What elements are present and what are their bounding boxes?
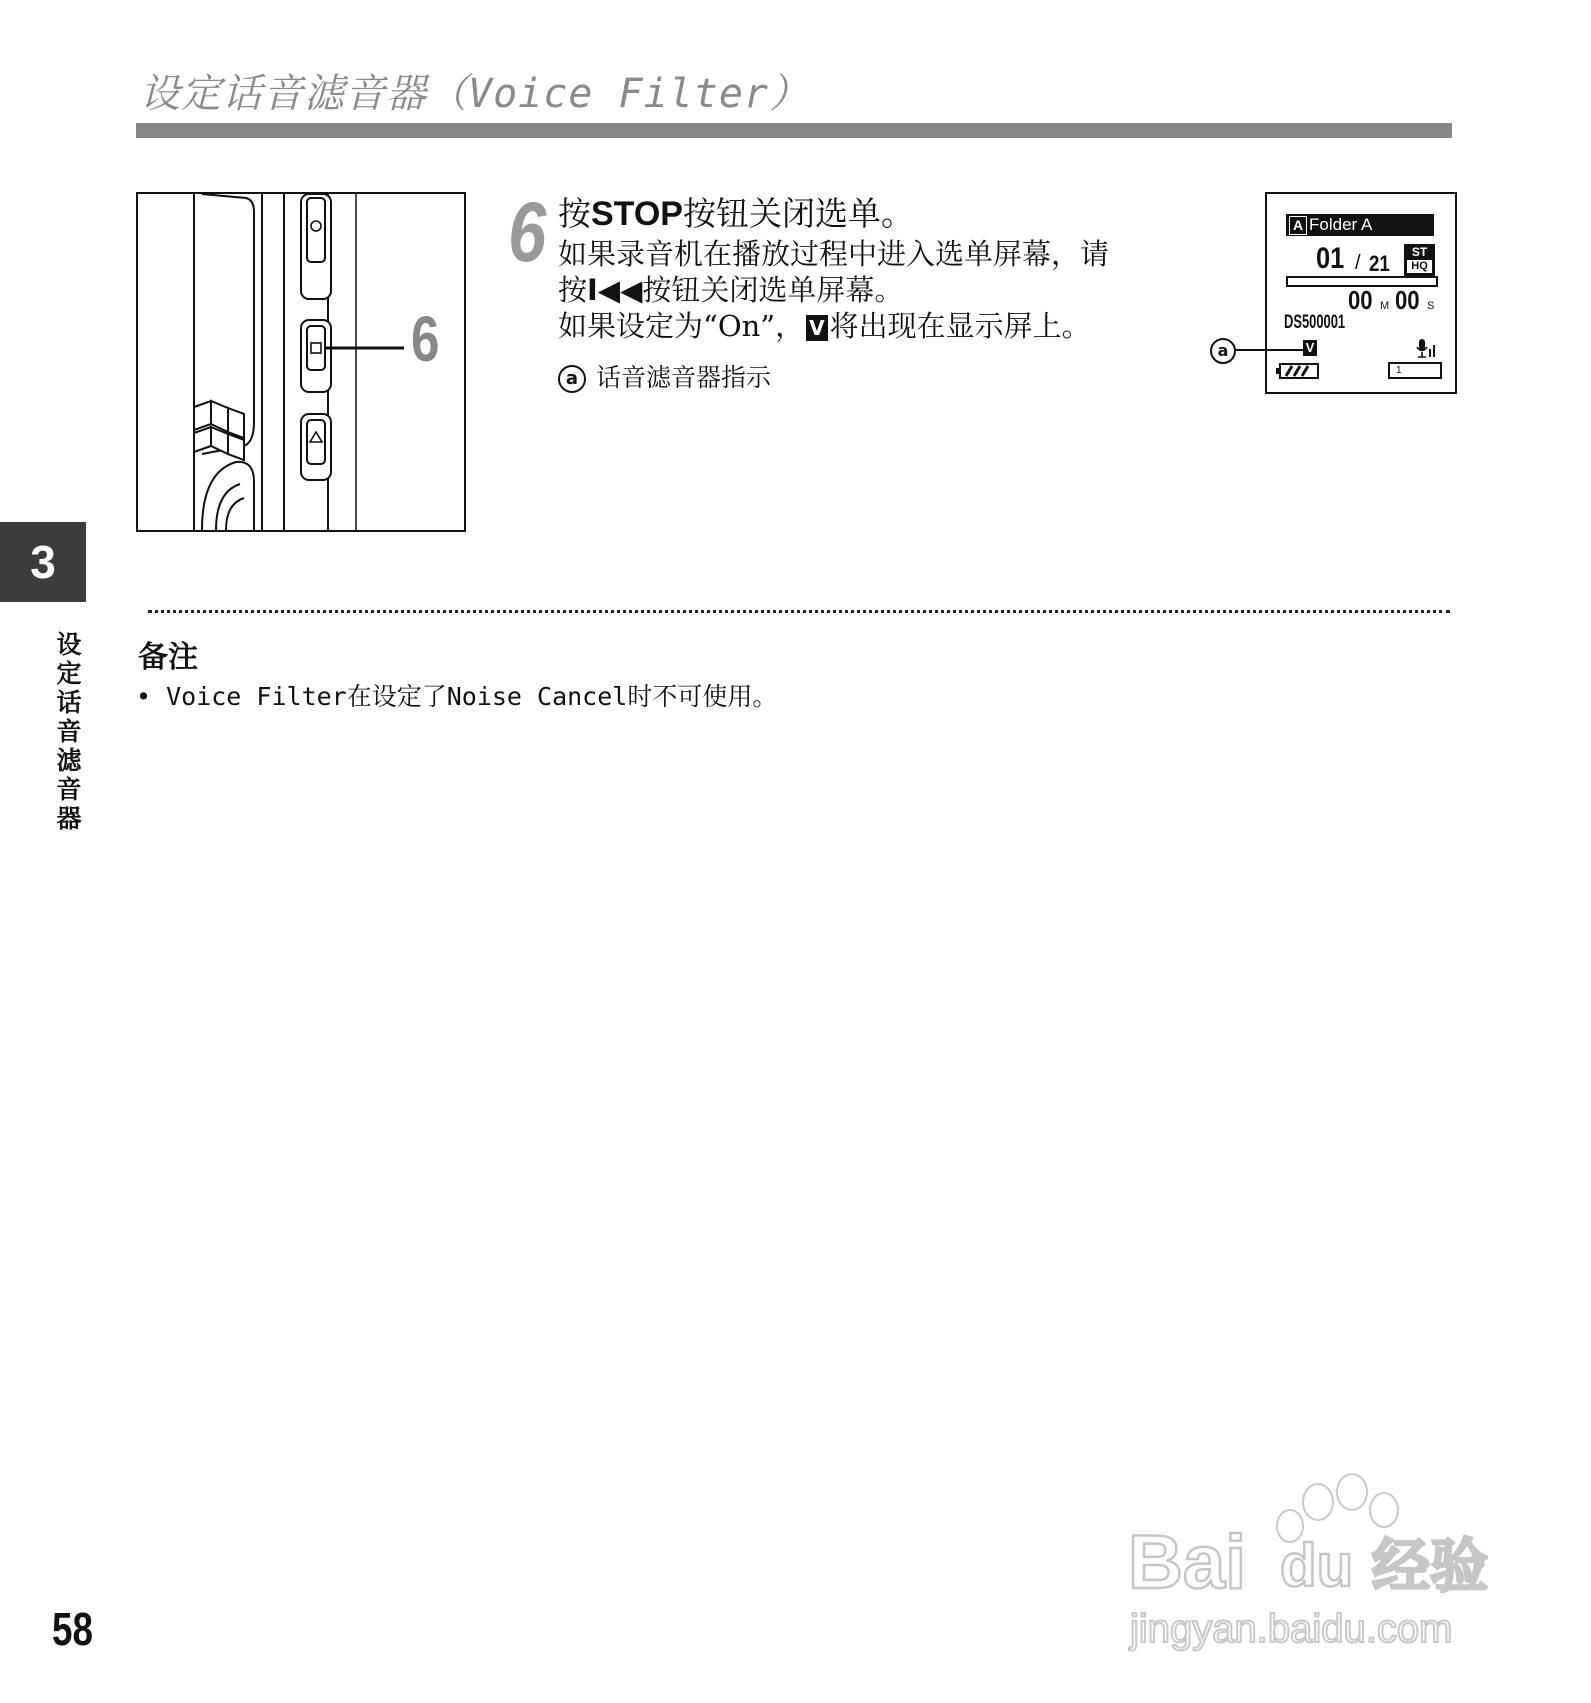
chapter-tab: 3 xyxy=(0,522,86,602)
annotation-legend xyxy=(558,358,771,394)
side-label-char: 设 xyxy=(56,630,82,659)
svg-text:Bai: Bai xyxy=(1128,1520,1247,1605)
step-instruction-line1: 如果录音机在播放过程中进入选单屏幕，请 xyxy=(558,237,1110,271)
side-label-char: 音 xyxy=(56,717,82,746)
device-illustration xyxy=(136,192,466,532)
annotation-marker: a xyxy=(558,365,586,393)
folder-icon: A xyxy=(1289,216,1307,235)
step-instruction-line3 xyxy=(558,304,1091,345)
page-number: 58 xyxy=(52,1603,93,1655)
note-heading: 备注 xyxy=(138,640,198,675)
step-instruction-line2 xyxy=(558,268,903,309)
baidu-watermark-logo xyxy=(1120,1460,1520,1660)
mic-level-box: 1 xyxy=(1388,362,1442,379)
step-title-prefix: 按 xyxy=(558,194,591,233)
annotation-text: 话音滤音器指示 xyxy=(596,363,772,392)
note-item: • Voice Filter在设定了Noise Cancel时不可使用。 xyxy=(136,682,778,711)
lcd-callout-marker: a xyxy=(1210,338,1236,364)
line3-prefix: 如果设定为“On”， xyxy=(558,309,805,343)
step-title xyxy=(558,188,914,235)
recording-mode-icon xyxy=(1404,244,1435,276)
lcd-seconds-unit: S xyxy=(1427,300,1435,312)
line2-prefix: 按 xyxy=(558,273,588,307)
stop-button-icon xyxy=(301,320,331,392)
line2-suffix: 按钮关闭选单屏幕。 xyxy=(642,273,904,307)
chapter-side-label xyxy=(54,630,84,833)
page-header-title: 设定话音滤音器（Voice Filter） xyxy=(140,71,810,117)
lcd-filename: DS500001 xyxy=(1284,312,1346,333)
lcd-display-illustration xyxy=(1210,192,1455,400)
lcd-folder-name: Folder A xyxy=(1309,215,1373,234)
mode-badge-top: ST xyxy=(1411,245,1428,259)
mode-badge-bottom: HQ xyxy=(1407,260,1432,273)
header-rule xyxy=(136,123,1452,138)
side-label-char: 音 xyxy=(56,775,82,804)
lcd-time-seconds: 00 xyxy=(1395,285,1420,315)
rewind-icon: I◀◀ xyxy=(587,273,643,307)
callout-number: 6 xyxy=(411,303,440,375)
mic-sensitivity-icon xyxy=(1416,338,1438,358)
side-label-char: 滤 xyxy=(56,746,82,775)
step-number: 6 xyxy=(508,185,547,279)
lcd-file-separator: / xyxy=(1355,252,1361,274)
svg-text:jingyan.baidu.com: jingyan.baidu.com xyxy=(1130,1607,1453,1651)
stop-button-label: STOP xyxy=(591,195,683,233)
lcd-file-current: 01 xyxy=(1316,242,1345,275)
battery-icon xyxy=(1276,362,1320,380)
svg-text:经验: 经验 xyxy=(1372,1532,1489,1600)
step-title-suffix: 按钮关闭选单。 xyxy=(682,194,914,233)
svg-text:du: du xyxy=(1280,1532,1354,1599)
voice-filter-indicator-icon: V xyxy=(1303,340,1317,356)
side-label-char: 话 xyxy=(56,688,82,717)
voice-filter-icon: V xyxy=(806,315,827,341)
side-label-char: 定 xyxy=(56,659,82,688)
lcd-callout-line xyxy=(1235,349,1303,351)
line3-suffix: 将出现在显示屏上。 xyxy=(829,309,1091,343)
side-label-char: 器 xyxy=(56,804,82,833)
record-button-icon xyxy=(301,194,331,299)
dotted-divider xyxy=(148,610,1450,613)
play-button-icon xyxy=(301,414,331,480)
lcd-minutes-unit: M xyxy=(1380,300,1390,312)
lcd-file-total: 21 xyxy=(1369,251,1390,276)
lcd-time-minutes: 00 xyxy=(1348,285,1373,315)
